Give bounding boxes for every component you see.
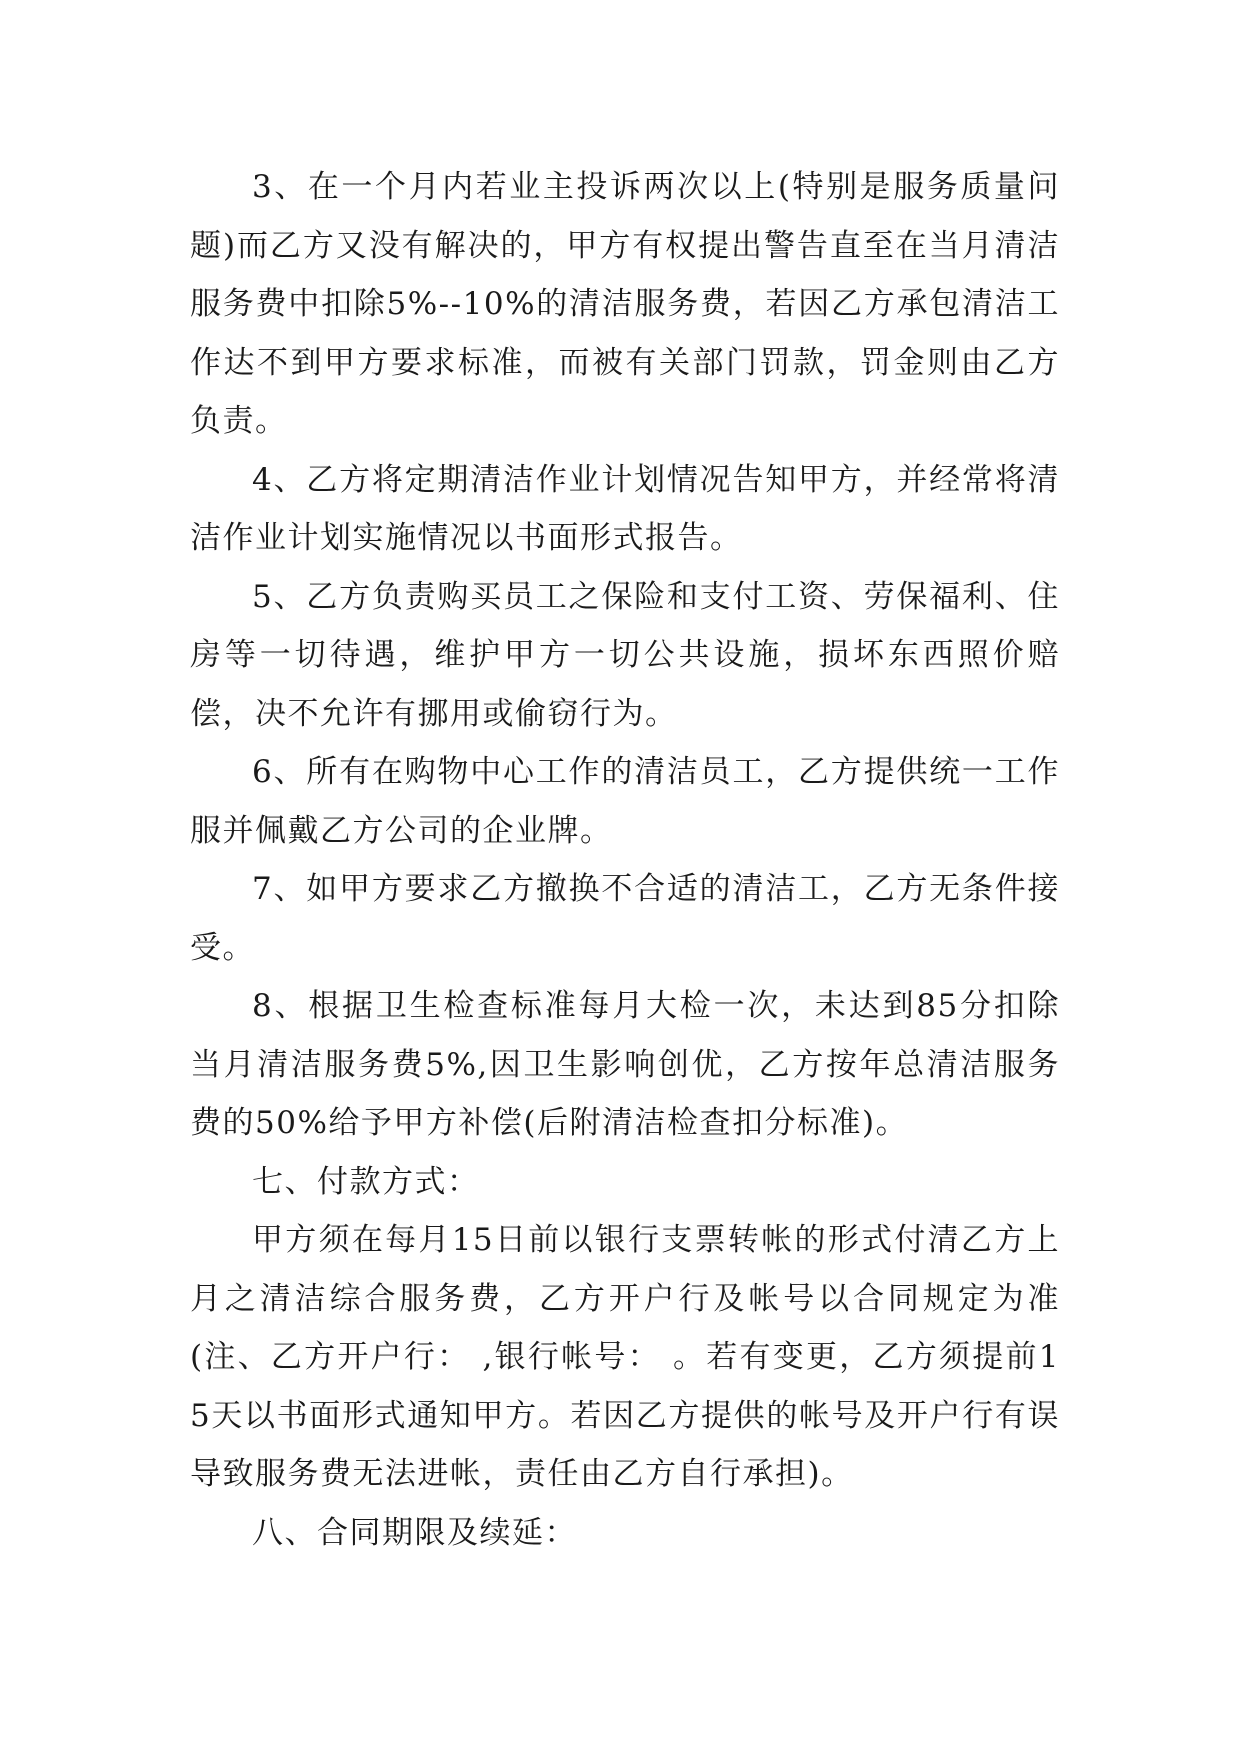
document-body	[190, 158, 1060, 1562]
section-heading-payment: 七、付款方式：	[252, 1163, 480, 1200]
paragraph-clause-6: 6、所有在购物中心工作的清洁员工，乙方提供统一工作服并佩戴乙方公司的企业牌。	[190, 754, 1060, 849]
paragraph-clause-5: 5、乙方负责购买员工之保险和支付工资、劳保福利、住房等一切待遇，维护甲方一切公共设施，损坏东西照价赔偿，决不允许有挪用或偷窃行为。	[190, 578, 1060, 732]
paragraph-clause-4: 4、乙方将定期清洁作业计划情况告知甲方，并经常将清洁作业计划实施情况以书面形式报告。	[190, 461, 1060, 556]
section-heading-term: 八、合同期限及续延：	[252, 1514, 577, 1551]
paragraph-clause-3: 3、在一个月内若业主投诉两次以上(特别是服务质量问题)而乙方又没有解决的，甲方有权提出警告直至在当月清洁服务费中扣除5%--10%的清洁服务费，若因乙方承包清洁工作达不到甲方要求标准，而被有关部门罚款，罚金则由乙方负责。	[190, 169, 1060, 439]
paragraph-clause-7: 7、如甲方要求乙方撤换不合适的清洁工，乙方无条件接受。	[190, 871, 1060, 966]
paragraph-payment-terms: 甲方须在每月15日前以银行支票转帐的形式付清乙方上月之清洁综合服务费，乙方开户行及帐号以合同规定为准(注、乙方开户行： ,银行帐号： 。若有变更，乙方须提前15天以书面形式通知甲方。若因乙方提供的帐号及开户行有误导致服务费无法进帐，责任由乙方自行承担)。	[190, 1222, 1060, 1492]
paragraph-clause-8: 8、根据卫生检查标准每月大检一次，未达到85分扣除当月清洁服务费5%,因卫生影响创优，乙方按年总清洁服务费的50%给予甲方补偿(后附清洁检查扣分标准)。	[190, 988, 1060, 1141]
